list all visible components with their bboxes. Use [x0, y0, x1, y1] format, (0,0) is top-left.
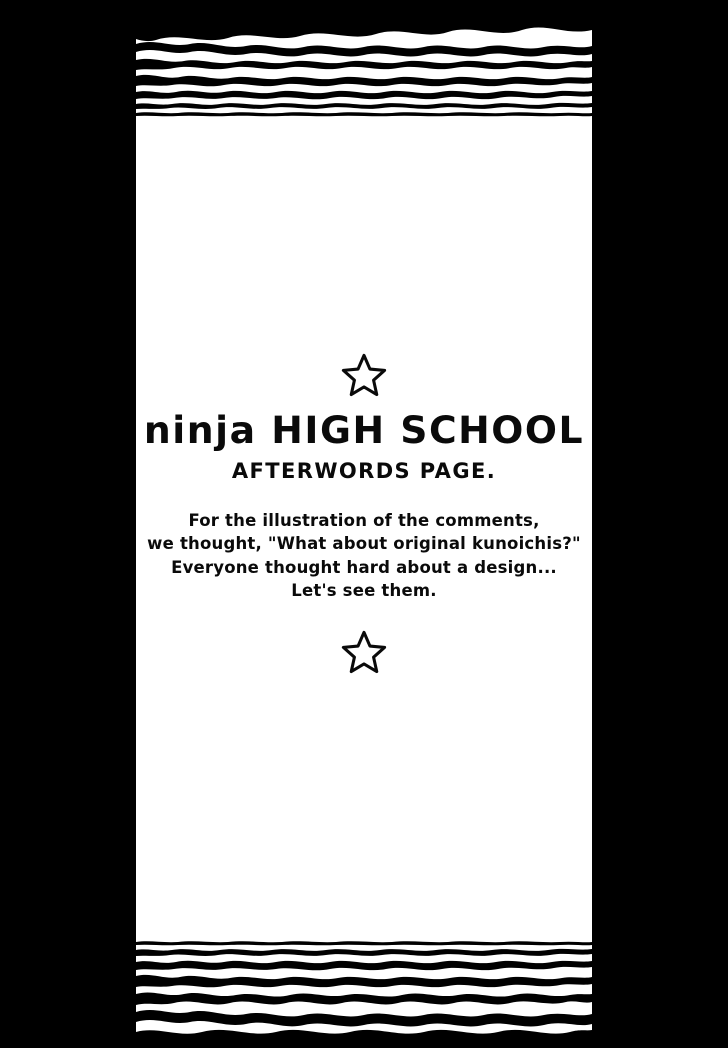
ink-brush-texture-top [136, 0, 592, 120]
page-subtitle: AFTERWORDS PAGE. [231, 458, 497, 483]
body-line: For the illustration of the comments, [188, 510, 540, 530]
afterwords-content [136, 352, 592, 675]
star-icon [341, 629, 387, 675]
afterwords-body [136, 509, 592, 603]
body-line: Let's see them. [291, 581, 437, 601]
body-line: Everyone thought hard about a design... [171, 557, 557, 577]
page-title: ninja HIGH SCHOOL [143, 409, 585, 452]
star-icon [341, 352, 387, 398]
page-panel [136, 0, 592, 1048]
body-line: we thought, "What about original kunoichis?" [147, 534, 581, 554]
ink-brush-texture-bottom [136, 940, 592, 1048]
